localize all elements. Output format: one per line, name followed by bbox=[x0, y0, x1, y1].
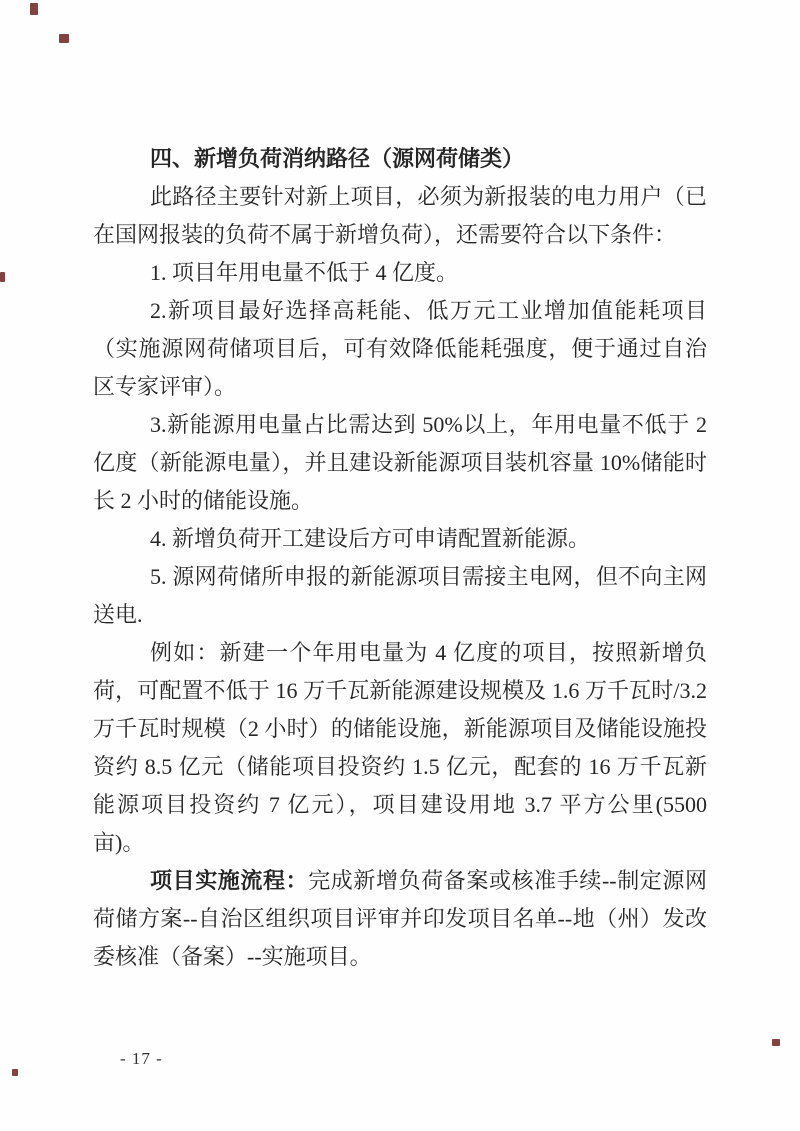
scan-speck bbox=[59, 34, 69, 43]
condition-item-4: 4. 新增负荷开工建设后方可申请配置新能源。 bbox=[150, 526, 591, 551]
condition-item-2: 2.新项目最好选择高耗能、低万元工业增加值能耗项目（实施源网荷储项目后，可有效降低能耗强度，便于通过自治区专家评审）。 bbox=[93, 298, 707, 399]
intro-paragraph: 此路径主要针对新上项目，必须为新报装的电力用户（已在国网报装的负荷不属于新增负荷），还需要符合以下条件： bbox=[93, 184, 707, 247]
condition-item-5: 5. 源网荷储所申报的新能源项目需接主电网，但不向主网送电. bbox=[93, 564, 707, 627]
scan-speck bbox=[772, 1039, 780, 1046]
section-heading: 四、新增负荷消纳路径（源网荷储类） bbox=[150, 146, 525, 171]
condition-item-1: 1. 项目年用电量不低于 4 亿度。 bbox=[150, 260, 459, 285]
example-paragraph: 例如：新建一个年用电量为 4 亿度的项目，按照新增负荷，可配置不低于 16 万千瓦新能源建设规模及 1.6 万千瓦时/3.2 万千瓦时规模（2 小时）的储能设施，新能源项目及储能设施投资约 8.5 亿元（储能项目投资约 1.5 亿元，配套的 16 万千瓦新能源项目投资约 7 亿元），项目建设用地 3.7 平方公里(5500 亩)。 bbox=[93, 640, 707, 855]
implementation-flow-paragraph bbox=[93, 862, 707, 976]
scan-speck bbox=[12, 1069, 18, 1076]
scan-speck bbox=[30, 3, 38, 15]
document-content bbox=[93, 140, 707, 976]
implementation-flow-text: 完成新增负荷备案或核准手续--制定源网荷储方案--自治区组织项目评审并印发项目名单--地（州）发改委核准（备案）--实施项目。 bbox=[93, 868, 707, 969]
condition-item-3: 3.新能源用电量占比需达到 50%以上，年用电量不低于 2 亿度（新能源电量），并且建设新能源项目装机容量 10%储能时长 2 小时的储能设施。 bbox=[93, 412, 707, 513]
implementation-flow-label: 项目实施流程： bbox=[150, 868, 309, 893]
page-number: - 17 - bbox=[120, 1049, 163, 1068]
scan-speck bbox=[0, 272, 5, 282]
